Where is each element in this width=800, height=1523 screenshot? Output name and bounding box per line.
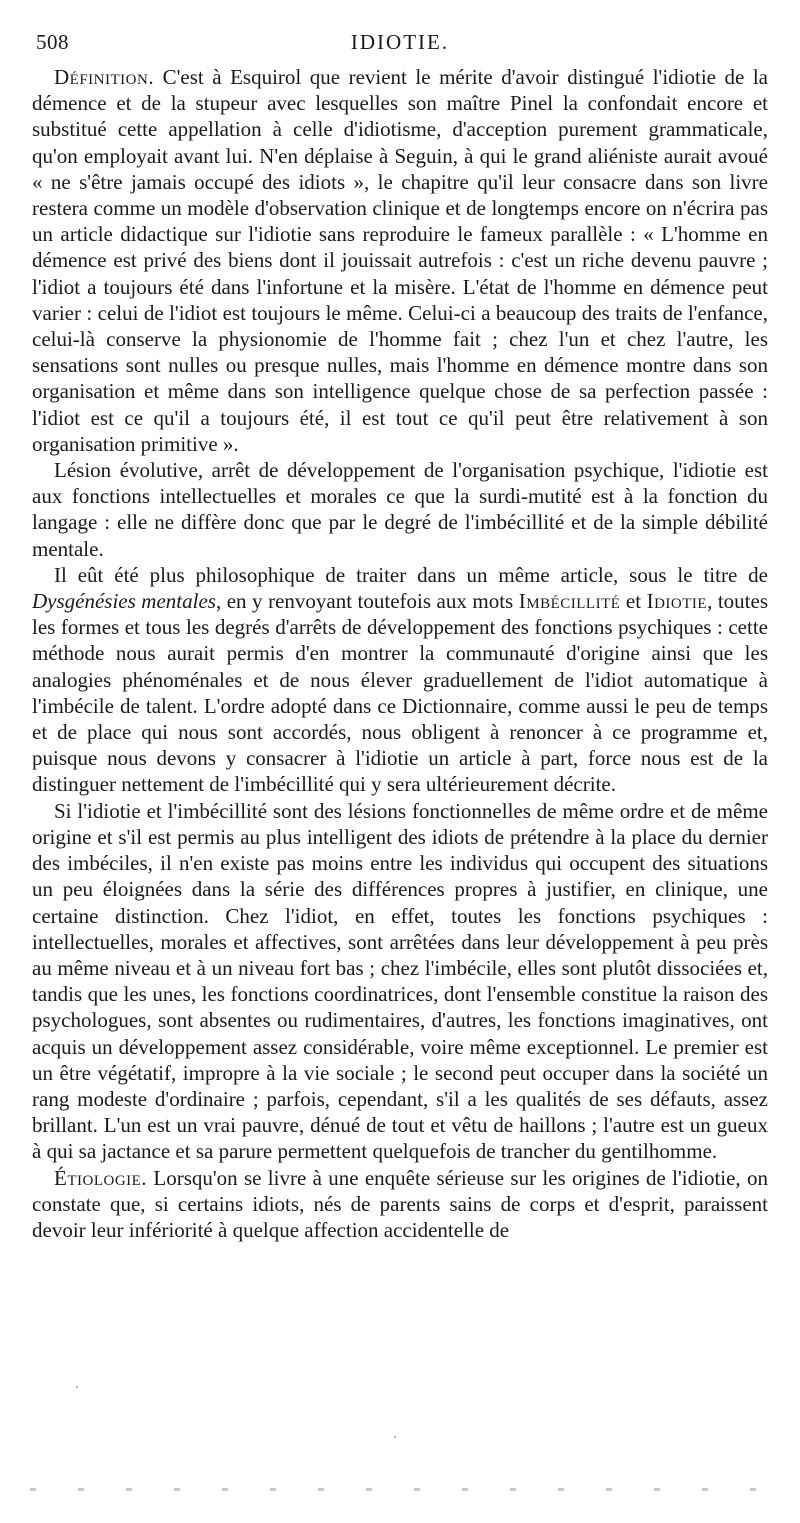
paragraph-text: C'est à Esquirol que revient le mérite d'avoir distingué l'idiotie de la démence et de la stupeur avec lesquelles son maître Pinel la confondait encore et substitué cette appellation à celle d'idiotisme, d'acception purement grammaticale, qu'on employait avant lui. N'en déplaise à Seguin, à qui le grand aliéniste aurait avoué « ne s'être jamais occupé des idiots », le chapitre qu'il leur consacre dans son livre restera comme un modèle d'observation clinique et de longtemps encore on n'écrira pas un article didactique sur l'idiotie sans reproduire le fameux parallèle : « L'homme en démence est privé des biens dont il jouissait autrefois : c'est un riche devenu pauvre ; l'idiot a toujours été dans l'infortune et la misère. L'état de l'homme en démence peut varier : celui de l'idiot est toujours le même. Celui-ci a beaucoup des traits de l'enfance, celui-là conserve la physionomie de l'homme fait ; chez l'un et chez l'autre, les sensations sont nulles ou presque nulles, mais l'homme en démence montre dans son organisation et même dans son intelligence quelque chose de sa perfection passée : l'idiot est ce qu'il a toujours été, il est tout ce qu'il peut être relativement à son organisation primitive ».	[32, 65, 768, 456]
scan-speck	[76, 1386, 78, 1388]
cross-reference-idiotie: Idiotie	[646, 589, 708, 614]
paragraph-distinction	[32, 798, 768, 1165]
paragraph-text: Lésion évolutive, arrêt de développement de l'organisation psychique, l'idiotie est aux fonctions intellectuelles et morales ce que la surdi-mutité est à la fonction du langage : elle ne diffère donc que par le degré de l'imbécillité et de la simple débilité mentale.	[32, 458, 768, 561]
page-number: 508	[36, 30, 69, 54]
running-title: IDIOTIE.	[350, 30, 450, 54]
italic-term: Dysgénésies mentales	[32, 589, 216, 614]
body-text	[32, 64, 768, 1243]
paragraph-dysgenesies	[32, 562, 768, 798]
running-header	[36, 30, 764, 60]
cross-reference-imbecillite: Imbécillité	[518, 589, 621, 614]
scan-speck	[394, 1436, 396, 1438]
paragraph-text: Il eût été plus philosophique de traiter dans un même article, sous le titre de	[54, 562, 768, 587]
paragraph-etiologie	[32, 1165, 768, 1244]
paragraph-definition	[32, 64, 768, 457]
section-heading-etiologie: Étiologie.	[54, 1165, 148, 1190]
scan-artifact-line	[30, 1488, 770, 1491]
paragraph-lesion	[32, 457, 768, 562]
paragraph-text: Lorsqu'on se livre à une enquête sérieuse sur les origines de l'idiotie, on constate que, si certains idiots, nés de parents sains de corps et d'esprit, paraissent devoir leur infériorité à quelque affection accidentelle de	[32, 1165, 768, 1242]
paragraph-text: et	[620, 589, 647, 614]
paragraph-text: Si l'idiotie et l'imbécillité sont des lésions fonctionnelles de même ordre et de même origine et s'il est permis au plus intelligent des idiots de prétendre à la place du dernier des imbéciles, il n'en existe pas moins entre les individus qui occupent des situations un peu éloignées dans la série des différences propres à justifier, en clinique, une certaine distinction. Chez l'idiot, en effet, toutes les fonctions psychiques : intellectuelles, morales et affectives, sont arrêtées dans leur développement à peu près au même niveau et à un niveau fort bas ; chez l'imbécile, elles sont plutôt dissociées et, tandis que les unes, les fonctions coordinatrices, dont l'ensemble constitue la raison des psychologues, sont absentes ou rudimentaires, d'autres, les fonctions imaginatives, ont acquis un développement assez considérable, voire même exceptionnel. Le premier est un être végétatif, impropre à la vie sociale ; le second peut occuper dans la société un rang modeste d'ordinaire ; parfois, cependant, s'il a les qualités de ses défauts, assez brillant. L'un est un vrai pauvre, dénué de tout et vêtu de haillons ; l'autre est un gueux à qui sa jactance et sa parure permettent quelquefois de trancher du gentilhomme.	[32, 798, 768, 1164]
section-heading-definition: Définition.	[54, 65, 155, 89]
paragraph-text: , toutes les formes et tous les degrés d'arrêts de développement des fonctions psychiques : cette méthode nous aurait permis d'en montrer la communauté d'origine ainsi que les analogies phénoménales et de nous élever graduellement de l'idiot automatique à l'imbécile de talent. L'ordre adopté dans ce Dictionnaire, comme aussi le peu de temps et de place qui nous sont accordés, nous obligent à renoncer à ce programme et, puisque nous devons y consacrer à l'idiotie un article à part, force nous est de la distinguer nettement de l'imbécillité qui y sera ultérieurement décrite.	[32, 589, 769, 797]
paragraph-text: , en y renvoyant toutefois aux mots	[215, 589, 519, 614]
